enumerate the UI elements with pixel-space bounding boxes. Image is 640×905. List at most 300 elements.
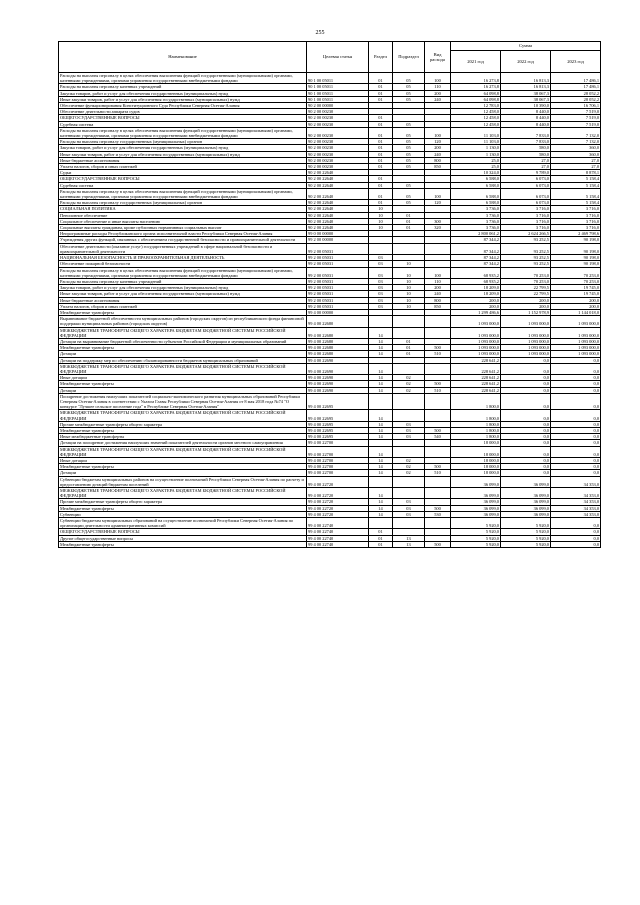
row-section: 01 bbox=[369, 164, 393, 170]
row-name: Дотации bbox=[59, 351, 307, 357]
row-kind: 240 bbox=[425, 291, 451, 297]
row-name: Обеспечение функционирования Конституционного Суда Республики Северная Осетия-Алания bbox=[59, 103, 307, 109]
table-row bbox=[59, 243, 601, 254]
row-sum-2023: 19 745,0 bbox=[551, 285, 601, 291]
row-subsection: 05 bbox=[393, 73, 425, 84]
row-sum-2021: 5 920,0 bbox=[451, 541, 501, 547]
table-row bbox=[59, 363, 601, 374]
row-sum-2023: 90 198,0 bbox=[551, 243, 601, 254]
row-article: 99 4 00 22720 bbox=[307, 476, 369, 487]
row-kind bbox=[425, 476, 451, 487]
row-name: Расходы на выплаты персоналу казенных учреждений bbox=[59, 278, 307, 284]
row-section: 01 bbox=[369, 529, 393, 535]
row-sum-2022: 8 440,0 bbox=[501, 121, 551, 127]
row-article: 99 4 00 22695 bbox=[307, 434, 369, 440]
row-sum-2022: 0,0 bbox=[501, 470, 551, 476]
row-article: 99 4 00 22720 bbox=[307, 505, 369, 511]
header-year-2022: 2022 год bbox=[501, 51, 551, 73]
row-sum-2023: 7 519,0 bbox=[551, 109, 601, 115]
row-name: Межбюджетные трансферты bbox=[59, 505, 307, 511]
row-name: Субвенции бюджетам муниципальных образований на осуществление полномочий Республики Северная Осетия-Алания по организации деятельности административных комиссий bbox=[59, 518, 307, 529]
row-sum-2023: 0,0 bbox=[551, 393, 601, 410]
page-number: 255 bbox=[315, 30, 325, 36]
row-kind: 200 bbox=[425, 145, 451, 151]
row-sum-2021: 18 000,0 bbox=[451, 470, 501, 476]
row-sum-2021: 36 099,0 bbox=[451, 499, 501, 505]
row-article: 99 2 00 05031 bbox=[307, 291, 369, 297]
row-article: 99 4 00 22690 bbox=[307, 381, 369, 387]
row-sum-2022: 6 073,0 bbox=[501, 182, 551, 188]
row-name: Социальное обеспечение и иные выплаты населению bbox=[59, 218, 307, 224]
row-sum-2023: 200,0 bbox=[551, 303, 601, 309]
row-article: 99 4 00 22695 bbox=[307, 421, 369, 427]
row-article: 99 2 00 05031 bbox=[307, 243, 369, 254]
row-sum-2023: 34 353,0 bbox=[551, 476, 601, 487]
row-article: 99 2 00 05031 bbox=[307, 297, 369, 303]
row-sum-2023: 0,0 bbox=[551, 535, 601, 541]
row-name: Межбюджетные трансферты bbox=[59, 464, 307, 470]
row-article: 90 2 00 22640 bbox=[307, 212, 369, 218]
row-sum-2021: 1 800,0 bbox=[451, 427, 501, 433]
row-subsection: 03 bbox=[393, 434, 425, 440]
header-article: Целевая статья bbox=[307, 42, 369, 73]
header-year-2021: 2021 год bbox=[451, 51, 501, 73]
row-kind: 100 bbox=[425, 188, 451, 199]
row-kind: 540 bbox=[425, 434, 451, 440]
row-sum-2022: 16 813,3 bbox=[501, 73, 551, 84]
row-article: 99 4 00 22720 bbox=[307, 488, 369, 499]
row-article: 99 4 00 22720 bbox=[307, 499, 369, 505]
row-kind: 320 bbox=[425, 225, 451, 231]
row-sum-2021: 200,0 bbox=[451, 297, 501, 303]
row-sum-2023: 17 486,1 bbox=[551, 73, 601, 84]
row-section: 14 bbox=[369, 381, 393, 387]
row-kind: 510 bbox=[425, 387, 451, 393]
row-article: 99 4 00 22690 bbox=[307, 357, 369, 363]
row-article: 99 4 00 22720 bbox=[307, 511, 369, 517]
row-subsection bbox=[393, 410, 425, 421]
row-subsection: 05 bbox=[393, 157, 425, 163]
row-sum-2021: 12 783,0 bbox=[451, 103, 501, 109]
row-kind: 110 bbox=[425, 84, 451, 90]
row-section: 01 bbox=[369, 90, 393, 96]
table-row bbox=[59, 73, 601, 84]
row-sum-2022: 27,0 bbox=[501, 157, 551, 163]
row-article: 90 2 00 22640 bbox=[307, 182, 369, 188]
row-sum-2021: 18 000,0 bbox=[451, 446, 501, 457]
row-sum-2021: 2 800 061,2 bbox=[451, 231, 501, 237]
row-sum-2022: 36 099,0 bbox=[501, 476, 551, 487]
row-sum-2023: 5 158,4 bbox=[551, 200, 601, 206]
row-name: Иные закупки товаров, работ и услуг для обеспечения государственных (муниципальных) нужд bbox=[59, 151, 307, 157]
row-section: 01 bbox=[369, 200, 393, 206]
row-section: 14 bbox=[369, 488, 393, 499]
row-kind: 800 bbox=[425, 297, 451, 303]
row-sum-2023: 70 253,0 bbox=[551, 278, 601, 284]
row-sum-2021: 1 800,0 bbox=[451, 434, 501, 440]
row-sum-2021: 36 099,0 bbox=[451, 505, 501, 511]
row-kind bbox=[425, 518, 451, 529]
row-subsection: 05 bbox=[393, 200, 425, 206]
row-section: 01 bbox=[369, 127, 393, 138]
row-section: 03 bbox=[369, 303, 393, 309]
row-subsection: 02 bbox=[393, 387, 425, 393]
row-name: Выравнивание бюджетной обеспеченности муниципальных районов (городских округов) из республиканского фонда финансовой поддержки муниципальных районов (городских округов) bbox=[59, 316, 307, 327]
row-sum-2021: 11 103,0 bbox=[451, 127, 501, 138]
row-section bbox=[369, 518, 393, 529]
row-name: Прочие межбюджетные трансферты общего характера bbox=[59, 499, 307, 505]
row-name: Межбюджетные трансферты bbox=[59, 541, 307, 547]
row-sum-2023: 19 745,0 bbox=[551, 291, 601, 297]
row-subsection: 05 bbox=[393, 151, 425, 157]
row-subsection: 13 bbox=[393, 535, 425, 541]
row-sum-2021: 1 130,0 bbox=[451, 151, 501, 157]
row-sum-2023: 0,0 bbox=[551, 375, 601, 381]
row-subsection: 05 bbox=[393, 139, 425, 145]
row-section: 14 bbox=[369, 345, 393, 351]
row-name: Иные закупки товаров, работ и услуг для обеспечения государственных (муниципальных) нужд bbox=[59, 96, 307, 102]
row-article: 90 2 00 22640 bbox=[307, 200, 369, 206]
row-sum-2023: 200,0 bbox=[551, 297, 601, 303]
row-sum-2022: 580,0 bbox=[501, 145, 551, 151]
row-subsection bbox=[393, 363, 425, 374]
row-sum-2021: 1 093 000,0 bbox=[451, 351, 501, 357]
row-name: Другие общегосударственные вопросы bbox=[59, 535, 307, 541]
row-section: 03 bbox=[369, 285, 393, 291]
row-sum-2023: 0,0 bbox=[551, 410, 601, 421]
row-sum-2021: 3 736,0 bbox=[451, 218, 501, 224]
row-sum-2023: 27,0 bbox=[551, 157, 601, 163]
row-name: Субвенции бюджетам муниципальных районов на осуществление полномочий Республики Северная Осетия-Алания по расчету и предоставлению дотаций бюджетам поселений bbox=[59, 476, 307, 487]
row-subsection: 05 bbox=[393, 164, 425, 170]
row-subsection bbox=[393, 327, 425, 338]
row-kind: 500 bbox=[425, 464, 451, 470]
row-article: 90 2 00 00230 bbox=[307, 139, 369, 145]
row-sum-2022: 0,0 bbox=[501, 387, 551, 393]
row-sum-2023: 1 093 000,0 bbox=[551, 316, 601, 327]
row-section bbox=[369, 243, 393, 254]
row-name: Расходы на выплаты персоналу в целях обеспечения выполнения функций государственными (муниципальными) органами, казенными учреждениями, органами управления государственными внебюджетными фондами bbox=[59, 73, 307, 84]
row-sum-2021: 3 736,0 bbox=[451, 225, 501, 231]
table-row bbox=[59, 393, 601, 410]
row-sum-2021: 12 458,0 bbox=[451, 115, 501, 121]
row-subsection: 02 bbox=[393, 464, 425, 470]
row-subsection: 03 bbox=[393, 421, 425, 427]
row-section: 14 bbox=[369, 446, 393, 457]
row-article: 99 4 00 22740 bbox=[307, 529, 369, 535]
row-sum-2021: 1 093 000,0 bbox=[451, 316, 501, 327]
row-sum-2021: 1 093 000,0 bbox=[451, 338, 501, 344]
row-subsection bbox=[393, 518, 425, 529]
row-subsection bbox=[393, 393, 425, 410]
row-kind: 110 bbox=[425, 278, 451, 284]
row-sum-2021: 36 099,0 bbox=[451, 488, 501, 499]
row-subsection: 05 bbox=[393, 121, 425, 127]
row-sum-2021: 5 920,0 bbox=[451, 535, 501, 541]
row-name: Уплата налогов, сборов и иных платежей bbox=[59, 164, 307, 170]
row-sum-2022: 0,0 bbox=[501, 410, 551, 421]
row-sum-2023: 0,0 bbox=[551, 458, 601, 464]
row-sum-2023: 1 093 000,0 bbox=[551, 345, 601, 351]
row-name: Межбюджетные трансферты bbox=[59, 381, 307, 387]
row-name: Межбюджетные трансферты bbox=[59, 427, 307, 433]
row-subsection: 01 bbox=[393, 351, 425, 357]
row-sum-2023: 90 198,0 bbox=[551, 255, 601, 261]
row-section: 14 bbox=[369, 464, 393, 470]
row-sum-2023: 3 716,0 bbox=[551, 212, 601, 218]
header-year-2023: 2023 год bbox=[551, 51, 601, 73]
row-kind bbox=[425, 327, 451, 338]
row-name: Закупка товаров, работ и услуг для обеспечения государственных (муниципальных) нужд bbox=[59, 90, 307, 96]
row-section: 01 bbox=[369, 84, 393, 90]
row-subsection: 03 bbox=[393, 511, 425, 517]
row-name: Уплата налогов, сборов и иных платежей bbox=[59, 303, 307, 309]
row-sum-2021: 87 344,2 bbox=[451, 243, 501, 254]
row-name: Иные межбюджетные трансферты bbox=[59, 434, 307, 440]
row-sum-2023: 1 093 000,0 bbox=[551, 338, 601, 344]
row-sum-2021: 18 000,0 bbox=[451, 458, 501, 464]
row-sum-2022: 0,0 bbox=[501, 363, 551, 374]
row-article: 99 4 00 22690 bbox=[307, 387, 369, 393]
row-sum-2022: 93 252,5 bbox=[501, 243, 551, 254]
table-row bbox=[59, 267, 601, 278]
row-name: Расходы на выплаты персоналу государственных (муниципальных) органов bbox=[59, 200, 307, 206]
row-sum-2021: 5 920,0 bbox=[451, 529, 501, 535]
row-sum-2021: 11 103,0 bbox=[451, 139, 501, 145]
row-subsection: 10 bbox=[393, 261, 425, 267]
row-sum-2021: 1 800,0 bbox=[451, 421, 501, 427]
row-section: 03 bbox=[369, 278, 393, 284]
row-sum-2021: 87 344,2 bbox=[451, 237, 501, 243]
row-sum-2022: 6 073,0 bbox=[501, 188, 551, 199]
row-sum-2023: 34 353,0 bbox=[551, 505, 601, 511]
row-sum-2022: 200,0 bbox=[501, 297, 551, 303]
row-kind: 100 bbox=[425, 127, 451, 138]
row-sum-2022: 36 099,0 bbox=[501, 499, 551, 505]
row-sum-2022: 0,0 bbox=[501, 381, 551, 387]
row-sum-2023: 0,0 bbox=[551, 387, 601, 393]
row-kind: 500 bbox=[425, 505, 451, 511]
row-sum-2023: 17 486,1 bbox=[551, 84, 601, 90]
row-kind: 200 bbox=[425, 285, 451, 291]
row-name: Обеспечение деятельности аппарата судов bbox=[59, 109, 307, 115]
row-section bbox=[369, 316, 393, 327]
row-subsection: 01 bbox=[393, 212, 425, 218]
row-article: 90 2 00 00230 bbox=[307, 157, 369, 163]
row-sum-2023: 8 878,1 bbox=[551, 170, 601, 176]
row-name: Расходы на выплаты персоналу казенных учреждений bbox=[59, 84, 307, 90]
row-sum-2021: 64 098,8 bbox=[451, 90, 501, 96]
row-sum-2023: 0,0 bbox=[551, 381, 601, 387]
row-kind: 240 bbox=[425, 96, 451, 102]
row-subsection: 03 bbox=[393, 499, 425, 505]
row-sum-2023: 0,0 bbox=[551, 357, 601, 363]
budget-table-body bbox=[59, 73, 601, 548]
row-sum-2023: 34 353,0 bbox=[551, 511, 601, 517]
row-sum-2021: 1 800,0 bbox=[451, 410, 501, 421]
row-subsection: 10 bbox=[393, 291, 425, 297]
row-sum-2022: 5 920,0 bbox=[501, 541, 551, 547]
row-subsection: 02 bbox=[393, 381, 425, 387]
row-sum-2023: 1 144 018,0 bbox=[551, 309, 601, 315]
row-article: 90 1 00 05011 bbox=[307, 90, 369, 96]
row-article: 99 0 00 00000 bbox=[307, 231, 369, 237]
row-kind: 850 bbox=[425, 303, 451, 309]
row-article: 99 4 00 22680 bbox=[307, 327, 369, 338]
row-article: 99 4 00 22700 bbox=[307, 470, 369, 476]
row-subsection: 05 bbox=[393, 188, 425, 199]
row-sum-2023: 3 716,0 bbox=[551, 218, 601, 224]
row-sum-2021: 64 098,8 bbox=[451, 96, 501, 102]
row-kind: 800 bbox=[425, 157, 451, 163]
row-kind: 100 bbox=[425, 73, 451, 84]
row-section: 01 bbox=[369, 176, 393, 182]
row-sum-2022: 0,0 bbox=[501, 446, 551, 457]
row-sum-2023: 0,0 bbox=[551, 421, 601, 427]
row-article: 99 4 00 22740 bbox=[307, 541, 369, 547]
row-article: 99 2 00 05031 bbox=[307, 261, 369, 267]
row-sum-2021: 10 324,0 bbox=[451, 170, 501, 176]
row-sum-2022: 1 093 000,0 bbox=[501, 316, 551, 327]
row-name: Иные бюджетные ассигнования bbox=[59, 157, 307, 163]
row-sum-2022: 36 099,0 bbox=[501, 511, 551, 517]
row-article: 99 4 00 22680 bbox=[307, 338, 369, 344]
row-sum-2021: 12 458,0 bbox=[451, 109, 501, 115]
row-sum-2021: 25,0 bbox=[451, 164, 501, 170]
row-sum-2023: 70 253,0 bbox=[551, 267, 601, 278]
row-sum-2023: 0,0 bbox=[551, 529, 601, 535]
row-section: 14 bbox=[369, 375, 393, 381]
row-kind bbox=[425, 363, 451, 374]
row-name: МЕЖБЮДЖЕТНЫЕ ТРАНСФЕРТЫ ОБЩЕГО ХАРАКТЕРА БЮДЖЕТАМ БЮДЖЕТНОЙ СИСТЕМЫ РОССИЙСКОЙ ФЕДЕРАЦИИ bbox=[59, 446, 307, 457]
row-kind: 120 bbox=[425, 139, 451, 145]
row-name: Закупка товаров, работ и услуг для обеспечения государственных (муниципальных) нужд bbox=[59, 145, 307, 151]
row-sum-2021: 3 736,0 bbox=[451, 212, 501, 218]
row-article: 90 2 00 00230 bbox=[307, 164, 369, 170]
row-section: 14 bbox=[369, 470, 393, 476]
row-sum-2022: 2 624 266,5 bbox=[501, 231, 551, 237]
row-article: 99 2 00 05031 bbox=[307, 303, 369, 309]
row-sum-2022: 0,0 bbox=[501, 427, 551, 433]
row-sum-2022: 38 067,3 bbox=[501, 90, 551, 96]
row-name: Судьи bbox=[59, 170, 307, 176]
row-sum-2022: 36 099,0 bbox=[501, 488, 551, 499]
row-sum-2023: 34 353,0 bbox=[551, 488, 601, 499]
row-sum-2022: 3 716,0 bbox=[501, 218, 551, 224]
row-sum-2022: 0,0 bbox=[501, 375, 551, 381]
row-name: Дотации на поддержку мер по обеспечению сбалансированности бюджетов муниципальных образований bbox=[59, 357, 307, 363]
row-subsection bbox=[393, 446, 425, 457]
row-article: 90 2 00 22640 bbox=[307, 176, 369, 182]
row-kind: 240 bbox=[425, 151, 451, 157]
row-sum-2023: 7 132,0 bbox=[551, 139, 601, 145]
row-section: 01 bbox=[369, 121, 393, 127]
row-sum-2023: 0,0 bbox=[551, 440, 601, 446]
row-section: 10 bbox=[369, 206, 393, 212]
row-sum-2023: 5 158,4 bbox=[551, 182, 601, 188]
row-sum-2022: 27,0 bbox=[501, 164, 551, 170]
row-sum-2022: 6 073,0 bbox=[501, 176, 551, 182]
row-article: 99 4 00 22680 bbox=[307, 345, 369, 351]
table-row bbox=[59, 476, 601, 487]
row-name: Иные бюджетные ассигнования bbox=[59, 297, 307, 303]
row-name: МЕЖБЮДЖЕТНЫЕ ТРАНСФЕРТЫ ОБЩЕГО ХАРАКТЕРА БЮДЖЕТАМ БЮДЖЕТНОЙ СИСТЕМЫ РОССИЙСКОЙ ФЕДЕРАЦИИ bbox=[59, 488, 307, 499]
row-article: 90 1 00 05011 bbox=[307, 84, 369, 90]
row-section: 14 bbox=[369, 410, 393, 421]
row-sum-2023: 28 052,2 bbox=[551, 96, 601, 102]
row-section: 01 bbox=[369, 541, 393, 547]
row-name: Учреждения других функций, связанных с обеспечением государственной безопасности и правоохранительной деятельности bbox=[59, 237, 307, 243]
row-kind: 500 bbox=[425, 427, 451, 433]
row-section: 14 bbox=[369, 434, 393, 440]
row-section: 03 bbox=[369, 255, 393, 261]
row-sum-2021: 12 458,0 bbox=[451, 121, 501, 127]
row-sum-2021: 18 209,0 bbox=[451, 285, 501, 291]
row-sum-2023: 7 132,0 bbox=[551, 127, 601, 138]
row-sum-2022: 8 440,0 bbox=[501, 115, 551, 121]
row-sum-2022: 1 152 978,9 bbox=[501, 309, 551, 315]
row-sum-2021: 18 209,0 bbox=[451, 291, 501, 297]
row-sum-2023: 1 093 000,0 bbox=[551, 327, 601, 338]
row-section: 14 bbox=[369, 511, 393, 517]
row-kind bbox=[425, 410, 451, 421]
table-row bbox=[59, 327, 601, 338]
row-name: Иные дотации bbox=[59, 458, 307, 464]
row-article: 99 4 00 22680 bbox=[307, 351, 369, 357]
row-sum-2022: 1 093 000,0 bbox=[501, 327, 551, 338]
row-sum-2023: 34 353,0 bbox=[551, 499, 601, 505]
row-name: МЕЖБЮДЖЕТНЫЕ ТРАНСФЕРТЫ ОБЩЕГО ХАРАКТЕРА БЮДЖЕТАМ БЮДЖЕТНОЙ СИСТЕМЫ РОССИЙСКОЙ ФЕДЕРАЦИИ bbox=[59, 327, 307, 338]
row-sum-2023: 1 093 000,0 bbox=[551, 351, 601, 357]
row-name: Расходы на выплаты персоналу в целях обеспечения выполнения функций государственными (муниципальными) органами, казенными учреждениями, органами управления государственными внебюджетными фондами bbox=[59, 188, 307, 199]
row-sum-2023: 0,0 bbox=[551, 446, 601, 457]
row-sum-2021: 1 093 000,0 bbox=[451, 327, 501, 338]
table-row bbox=[59, 410, 601, 421]
row-article: 90 2 00 00230 bbox=[307, 121, 369, 127]
row-name: МЕЖБЮДЖЕТНЫЕ ТРАНСФЕРТЫ ОБЩЕГО ХАРАКТЕРА БЮДЖЕТАМ БЮДЖЕТНОЙ СИСТЕМЫ РОССИЙСКОЙ ФЕДЕРАЦИИ bbox=[59, 410, 307, 421]
row-section bbox=[369, 393, 393, 410]
row-sum-2022: 5 920,0 bbox=[501, 529, 551, 535]
row-subsection: 01 bbox=[393, 218, 425, 224]
row-sum-2021: 36 099,0 bbox=[451, 511, 501, 517]
row-sum-2023: 0,0 bbox=[551, 434, 601, 440]
row-sum-2022: 580,0 bbox=[501, 151, 551, 157]
row-name: Расходы на выплаты персоналу государственных (муниципальных) органов bbox=[59, 139, 307, 145]
row-article: 90 2 00 22640 bbox=[307, 206, 369, 212]
row-name: Иные закупки товаров, работ и услуг для обеспечения государственных (муниципальных) нужд bbox=[59, 291, 307, 297]
row-sum-2023: 0,0 bbox=[551, 427, 601, 433]
table-row bbox=[59, 541, 601, 547]
row-sum-2023: 0,0 bbox=[551, 464, 601, 470]
row-subsection: 02 bbox=[393, 458, 425, 464]
row-section: 03 bbox=[369, 297, 393, 303]
row-sum-2022: 0,0 bbox=[501, 393, 551, 410]
table-row bbox=[59, 188, 601, 199]
header-kind: Вид расхода bbox=[425, 42, 451, 73]
row-sum-2022: 93 252,5 bbox=[501, 255, 551, 261]
row-sum-2021: 228 641,2 bbox=[451, 375, 501, 381]
row-article: 99 4 00 00000 bbox=[307, 309, 369, 315]
row-name: Расходы на выплаты персоналу в целях обеспечения выполнения функций государственными (муниципальными) органами, казенными учреждениями, органами управления государственными внебюджетными фондами bbox=[59, 127, 307, 138]
row-name: НАЦИОНАЛЬНАЯ БЕЗОПАСНОСТЬ И ПРАВООХРАНИТЕЛЬНАЯ ДЕЯТЕЛЬНОСТЬ bbox=[59, 255, 307, 261]
row-sum-2022: 0,0 bbox=[501, 434, 551, 440]
row-name: Закупка товаров, работ и услуг для обеспечения государственных (муниципальных) нужд bbox=[59, 285, 307, 291]
row-sum-2021: 5 920,0 bbox=[451, 518, 501, 529]
row-sum-2021: 68 935,2 bbox=[451, 278, 501, 284]
table-row bbox=[59, 127, 601, 138]
row-section: 03 bbox=[369, 267, 393, 278]
budget-table bbox=[58, 41, 601, 548]
